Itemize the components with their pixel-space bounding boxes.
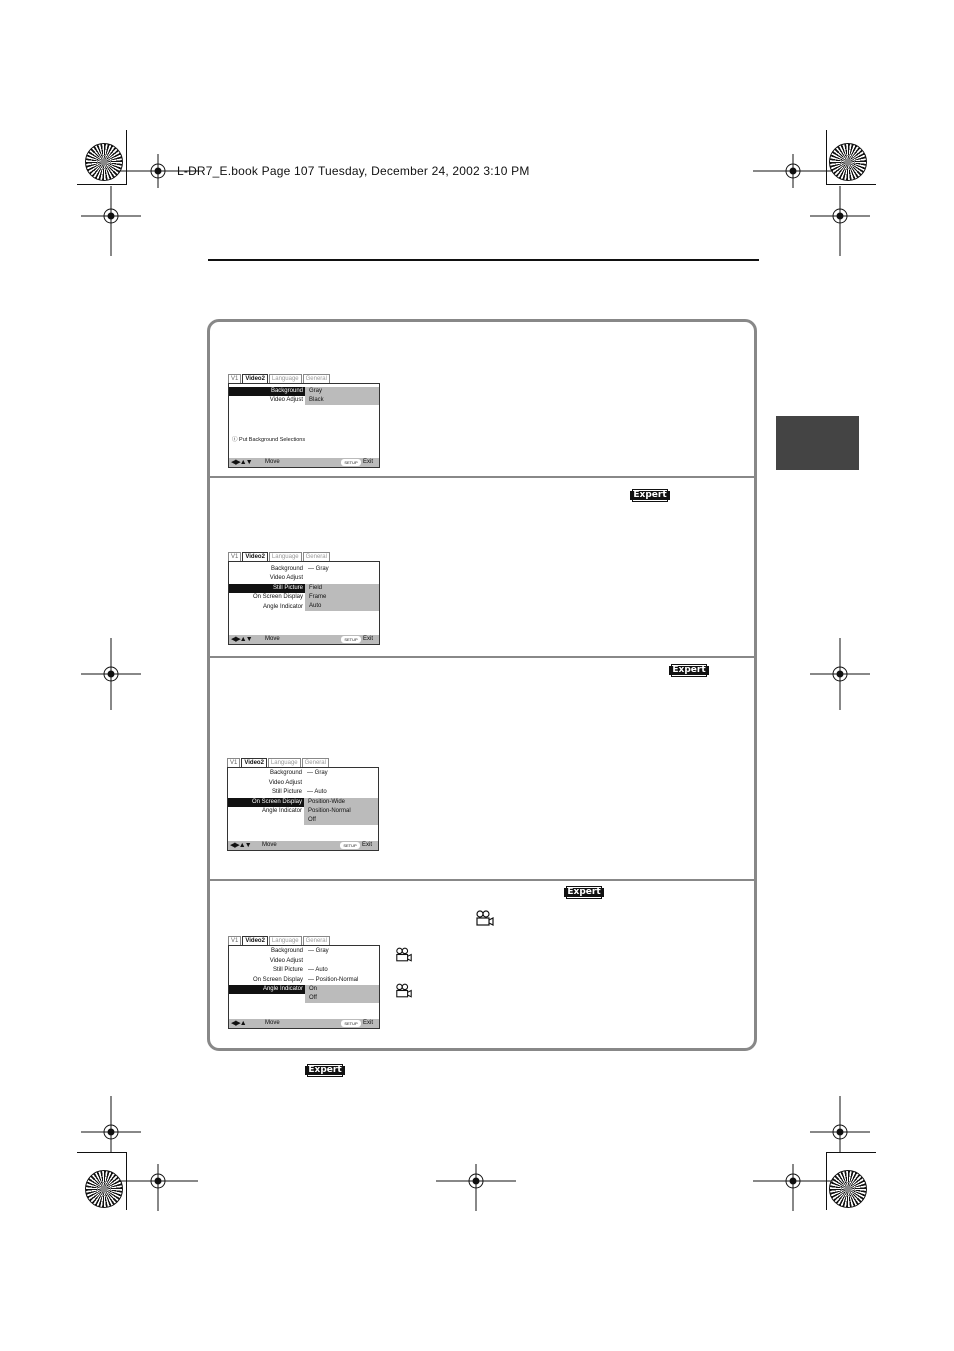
option-list — [305, 985, 379, 1003]
osd-menu — [228, 561, 380, 645]
option-item: Off — [308, 817, 316, 823]
option-item: Frame — [309, 594, 327, 600]
chapter-tab — [776, 416, 859, 470]
expert-badge: Expert — [632, 489, 668, 502]
tab-general: General — [303, 374, 330, 383]
menu-row: Still Picture — Auto — [271, 789, 327, 795]
menu-row-selected: On Screen Display — [228, 798, 378, 807]
menu-row: On Screen Display — [252, 594, 303, 600]
option-item: Auto — [309, 603, 322, 609]
angle-camera-icon — [395, 947, 413, 962]
section-divider — [208, 656, 757, 658]
menu-row: Background — Gray — [270, 566, 329, 572]
tab-v1: V1 — [228, 552, 241, 561]
option-list — [304, 798, 378, 825]
menu-row: Video Adjust — [269, 575, 303, 581]
option-item: Position-Wide — [308, 799, 346, 805]
tab-video2: Video2 — [242, 552, 268, 561]
osd-footer — [228, 841, 378, 850]
arrow-keys-icon: ◀▶▲▼ — [231, 636, 252, 643]
osd-footer — [229, 1019, 379, 1028]
menu-row: Video Adjust — [268, 780, 302, 786]
tab-language: Language — [269, 936, 302, 945]
menu-row-selected: Angle Indicator — [229, 985, 379, 994]
tab-video2: Video2 — [242, 936, 268, 945]
menu-row: Video Adjust — [269, 397, 303, 403]
tab-general: General — [302, 758, 329, 767]
move-label: Move — [265, 1020, 280, 1026]
section-divider — [208, 879, 757, 881]
move-label: Move — [265, 459, 280, 465]
menu-row-selected: Background — [229, 387, 379, 396]
option-item: Off — [309, 995, 317, 1001]
expert-badge: Expert — [671, 664, 707, 677]
exit-label: Exit — [363, 459, 374, 465]
angle-camera-icon — [475, 910, 495, 926]
move-label: Move — [262, 842, 277, 848]
exit-label: Exit — [363, 636, 374, 642]
osd-footer — [229, 458, 379, 467]
osd-screen-still-picture — [228, 552, 380, 645]
menu-row: Still Picture — Auto — [272, 967, 328, 973]
menu-row: Video Adjust — [269, 958, 303, 964]
osd-footer — [229, 635, 379, 644]
tab-v1: V1 — [228, 374, 241, 383]
option-item: Field — [309, 585, 323, 591]
move-label: Move — [265, 636, 280, 642]
osd-tabs — [228, 936, 380, 945]
tab-language: Language — [269, 374, 302, 383]
section-divider — [208, 476, 757, 478]
setup-button-icon: SETUP — [341, 1020, 361, 1027]
option-item: Position-Normal — [308, 808, 351, 814]
print-header: L-DR7_E.book Page 107 Tuesday, December 24, 2002 3:10 PM — [177, 164, 530, 178]
expert-badge: Expert — [566, 886, 602, 899]
menu-row: Background — Gray — [270, 948, 329, 954]
arrow-keys-icon: ◀▶▲▼ — [230, 842, 251, 849]
option-item: On — [309, 986, 318, 992]
osd-screen-angle-indicator — [228, 936, 380, 1029]
tab-language: Language — [268, 758, 301, 767]
setup-button-icon: SETUP — [341, 636, 361, 643]
option-item: Gray — [309, 388, 323, 394]
header-rule — [208, 259, 759, 261]
tab-language: Language — [269, 552, 302, 561]
option-list — [305, 387, 379, 405]
menu-row: Angle Indicator — [261, 808, 302, 814]
tab-general: General — [303, 936, 330, 945]
arrow-keys-icon: ◀▶▲▼ — [231, 459, 252, 466]
tab-v1: V1 — [227, 758, 240, 767]
tab-video2: Video2 — [241, 758, 267, 767]
option-list — [305, 584, 379, 611]
menu-row-selected: Still Picture — [229, 584, 379, 593]
angle-camera-icon — [395, 983, 413, 998]
osd-hint: ⓘ Put Background Selections — [232, 437, 306, 443]
arrow-keys-icon: ◀▶▲ — [231, 1020, 246, 1027]
tab-video2: Video2 — [242, 374, 268, 383]
osd-menu — [228, 383, 380, 468]
setup-button-icon: SETUP — [340, 842, 360, 849]
osd-tabs — [227, 758, 379, 767]
osd-menu — [228, 945, 380, 1029]
menu-row: Background — Gray — [269, 770, 328, 776]
osd-screen-background — [228, 374, 380, 468]
menu-row: On Screen Display — Position-Normal — [252, 977, 359, 983]
osd-menu — [227, 767, 379, 851]
osd-tabs — [228, 552, 380, 561]
exit-label: Exit — [363, 1020, 374, 1026]
menu-row: Angle Indicator — [262, 604, 303, 610]
tab-v1: V1 — [228, 936, 241, 945]
tab-general: General — [303, 552, 330, 561]
setup-button-icon: SETUP — [341, 459, 361, 466]
osd-screen-on-screen-display — [227, 758, 379, 851]
option-item: Black — [309, 397, 324, 403]
expert-badge: Expert — [307, 1064, 343, 1077]
osd-tabs — [228, 374, 380, 383]
exit-label: Exit — [362, 842, 373, 848]
